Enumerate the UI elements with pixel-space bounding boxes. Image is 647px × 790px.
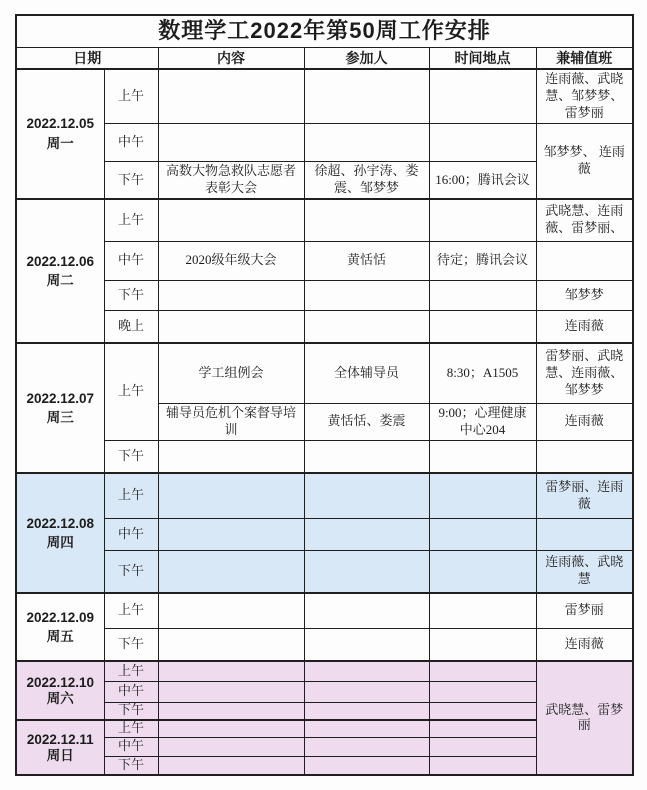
content-cell: [158, 473, 304, 518]
weekday-text: 周四: [46, 535, 74, 551]
period-cell: 上午: [104, 69, 158, 124]
participants-cell: [304, 518, 429, 550]
content-cell: [158, 628, 304, 661]
content-cell: [158, 756, 304, 775]
time-place-cell: [429, 473, 536, 518]
content-cell: 2020级年级大会: [158, 241, 304, 280]
duty-cell: [536, 518, 633, 550]
date-cell-wed: [16, 343, 104, 473]
time-place-cell: 8:30；A1505: [429, 343, 536, 403]
period-cell: 下午: [104, 550, 158, 593]
participants-cell: [304, 440, 429, 473]
period-cell: 下午: [104, 628, 158, 661]
time-place-cell: [429, 69, 536, 124]
content-cell: [158, 124, 304, 162]
date-text: 2022.12.07: [26, 390, 95, 406]
period-cell: 上午: [104, 343, 158, 440]
column-header-time-place: 时间地点: [429, 47, 536, 69]
weekday-text: 周六: [46, 690, 74, 706]
weekday-text: 周五: [46, 629, 74, 645]
date-text: 2022.12.08: [26, 515, 95, 531]
date-cell-sun: [16, 720, 104, 775]
time-place-cell: [429, 737, 536, 756]
period-cell: 上午: [104, 720, 158, 737]
time-place-cell: [429, 280, 536, 310]
duty-cell: 雷梦丽: [536, 593, 633, 628]
period-cell: 上午: [104, 593, 158, 628]
participants-cell: [304, 550, 429, 593]
content-cell: [158, 737, 304, 756]
time-place-cell: [429, 550, 536, 593]
time-place-cell: [429, 628, 536, 661]
content-cell: [158, 199, 304, 241]
column-header-duty: 兼辅值班: [536, 47, 633, 69]
participants-cell: [304, 69, 429, 124]
content-cell: [158, 310, 304, 343]
duty-cell: 武晓慧、连雨薇、雷梦丽、: [536, 199, 633, 241]
page-title: 数理学工2022年第50周工作安排: [16, 15, 633, 47]
schedule-table: [15, 14, 634, 776]
participants-cell: [304, 310, 429, 343]
weekday-text: 周二: [46, 273, 74, 289]
period-cell: 上午: [104, 473, 158, 518]
participants-cell: [304, 473, 429, 518]
date-cell-mon: [16, 69, 104, 199]
content-cell: 高数大物急救队志愿者表彰大会: [158, 162, 304, 199]
duty-cell: 连雨薇: [536, 628, 633, 661]
content-cell: [158, 280, 304, 310]
period-cell: 下午: [104, 702, 158, 720]
content-cell: [158, 720, 304, 737]
time-place-cell: [429, 310, 536, 343]
period-cell: 中午: [104, 518, 158, 550]
time-place-cell: 9:00；心理健康中心204: [429, 403, 536, 440]
duty-cell: [536, 241, 633, 280]
date-text: 2022.12.10: [26, 675, 95, 691]
time-place-cell: [429, 720, 536, 737]
content-cell: 辅导员危机个案督导培训: [158, 403, 304, 440]
period-cell: 下午: [104, 756, 158, 775]
date-cell-sat: [16, 661, 104, 720]
weekday-text: 周一: [46, 135, 74, 151]
period-cell: 中午: [104, 241, 158, 280]
content-cell: 学工组例会: [158, 343, 304, 403]
time-place-cell: 16:00；腾讯会议: [429, 162, 536, 199]
duty-cell: 连雨薇、武晓慧: [536, 550, 633, 593]
duty-cell: 邹梦梦: [536, 280, 633, 310]
participants-cell: [304, 124, 429, 162]
content-cell: [158, 518, 304, 550]
weekday-text: 周日: [46, 747, 74, 763]
period-cell: 中午: [104, 124, 158, 162]
content-cell: [158, 69, 304, 124]
participants-cell: [304, 661, 429, 681]
date-text: 2022.12.06: [26, 253, 95, 269]
period-cell: 上午: [104, 661, 158, 681]
participants-cell: [304, 199, 429, 241]
time-place-cell: [429, 681, 536, 702]
participants-cell: [304, 737, 429, 756]
time-place-cell: [429, 440, 536, 473]
content-cell: [158, 661, 304, 681]
content-cell: [158, 550, 304, 593]
participants-cell: 徐超、孙宇涛、娄震、邹梦梦: [304, 162, 429, 199]
period-cell: 中午: [104, 737, 158, 756]
participants-cell: [304, 720, 429, 737]
period-cell: 晚上: [104, 310, 158, 343]
period-cell: 下午: [104, 162, 158, 199]
participants-cell: [304, 681, 429, 702]
column-header-date: 日期: [16, 47, 158, 69]
date-text: 2022.12.09: [26, 609, 95, 625]
duty-cell: 雷梦丽、连雨薇: [536, 473, 633, 518]
date-text: 2022.12.11: [26, 732, 94, 748]
participants-cell: [304, 628, 429, 661]
period-cell: 中午: [104, 681, 158, 702]
date-cell-fri: [16, 593, 104, 661]
weekday-text: 周三: [46, 410, 74, 426]
participants-cell: 黄恬恬: [304, 241, 429, 280]
time-place-cell: [429, 518, 536, 550]
duty-cell: 连雨薇、武晓慧、邹梦梦、雷梦丽: [536, 69, 633, 124]
period-cell: 下午: [104, 440, 158, 473]
time-place-cell: [429, 124, 536, 162]
duty-cell: 雷梦丽、武晓慧、连雨薇、邹梦梦: [536, 343, 633, 403]
time-place-cell: [429, 593, 536, 628]
duty-cell-weekend: 武晓慧、雷梦丽: [536, 661, 633, 775]
time-place-cell: 待定；腾讯会议: [429, 241, 536, 280]
period-cell: 上午: [104, 199, 158, 241]
participants-cell: [304, 702, 429, 720]
date-text: 2022.12.05: [26, 116, 95, 132]
content-cell: [158, 681, 304, 702]
participants-cell: 黄恬恬、娄震: [304, 403, 429, 440]
period-cell: 下午: [104, 280, 158, 310]
time-place-cell: [429, 702, 536, 720]
duty-cell: 连雨薇: [536, 403, 633, 440]
participants-cell: [304, 280, 429, 310]
participants-cell: 全体辅导员: [304, 343, 429, 403]
content-cell: [158, 702, 304, 720]
content-cell: [158, 593, 304, 628]
time-place-cell: [429, 756, 536, 775]
content-cell: [158, 440, 304, 473]
date-cell-tue: [16, 199, 104, 343]
participants-cell: [304, 593, 429, 628]
time-place-cell: [429, 661, 536, 681]
duty-cell: 连雨薇: [536, 310, 633, 343]
column-header-participants: 参加人: [304, 47, 429, 69]
time-place-cell: [429, 199, 536, 241]
date-cell-thu: [16, 473, 104, 593]
duty-cell: 邹梦梦、 连雨薇: [536, 124, 633, 199]
participants-cell: [304, 756, 429, 775]
column-header-content: 内容: [158, 47, 304, 69]
